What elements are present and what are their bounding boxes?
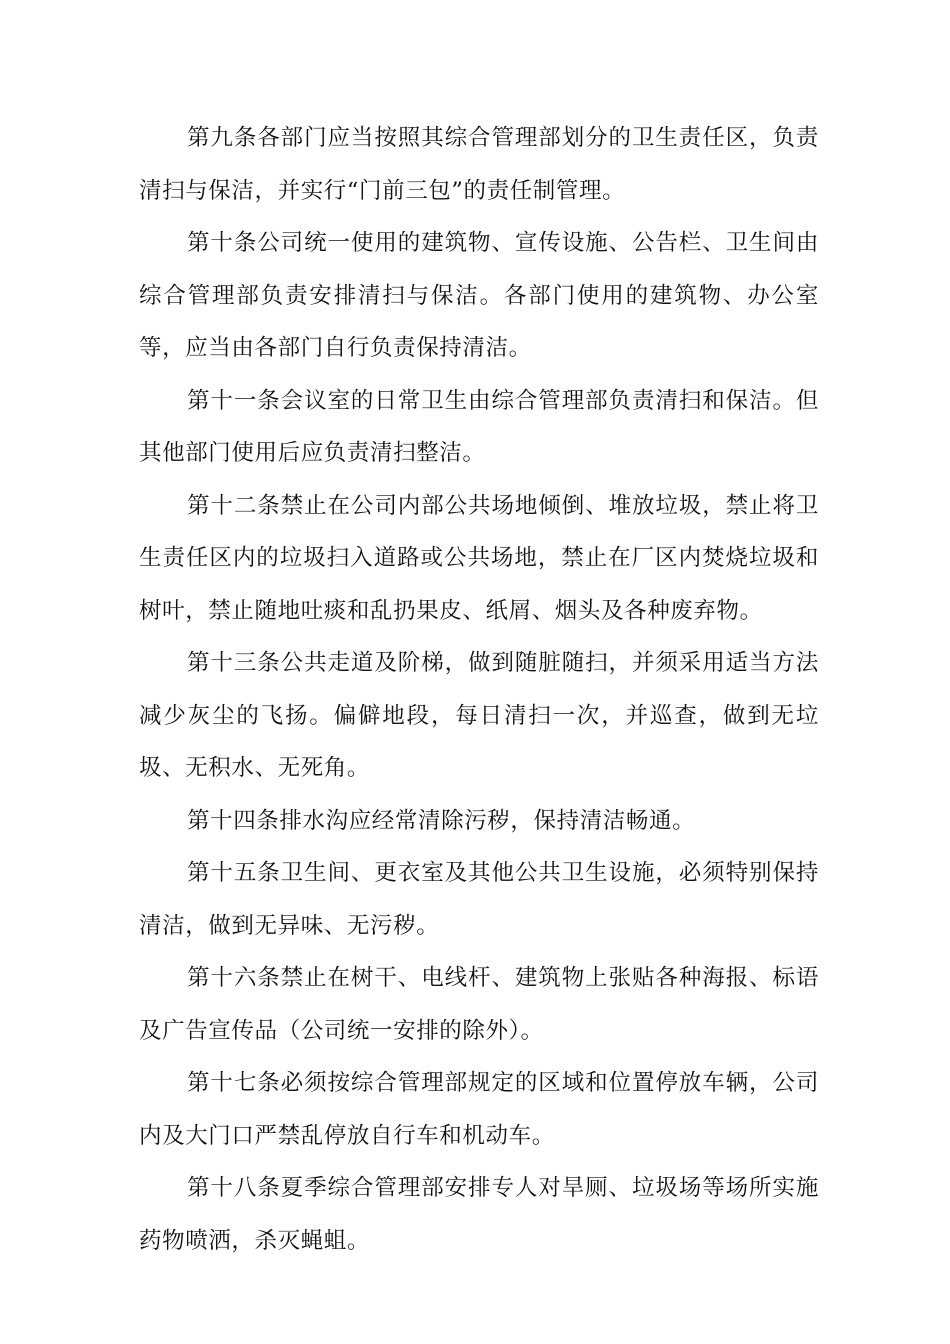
article-15-paragraph: 第十五条卫生间、更衣室及其他公共卫生设施，必须特别保持清洁，做到无异味、无污秽。 bbox=[139, 860, 819, 939]
article-9-paragraph: 第九条各部门应当按照其综合管理部划分的卫生责任区，负责清扫与保洁，并实行“门前三包”的责任制管理。 bbox=[139, 125, 819, 204]
article-17-paragraph: 第十七条必须按综合管理部规定的区域和位置停放车辆，公司内及大门口严禁乱停放自行车和机动车。 bbox=[139, 1070, 819, 1149]
article-10-paragraph: 第十条公司统一使用的建筑物、宣传设施、公告栏、卫生间由综合管理部负责安排清扫与保洁。各部门使用的建筑物、办公室等，应当由各部门自行负责保持清洁。 bbox=[139, 230, 819, 361]
article-18-paragraph: 第十八条夏季综合管理部安排专人对旱厕、垃圾场等场所实施药物喷洒，杀灭蝇蛆。 bbox=[139, 1175, 819, 1254]
article-11-paragraph: 第十一条会议室的日常卫生由综合管理部负责清扫和保洁。但其他部门使用后应负责清扫整洁。 bbox=[139, 387, 819, 466]
article-12-paragraph: 第十二条禁止在公司内部公共场地倾倒、堆放垃圾，禁止将卫生责任区内的垃圾扫入道路或公共场地，禁止在厂区内焚烧垃圾和树叶，禁止随地吐痰和乱扔果皮、纸屑、烟头及各种废弃物。 bbox=[139, 492, 819, 624]
article-13-paragraph: 第十三条公共走道及阶梯，做到随脏随扫，并须采用适当方法减少灰尘的飞扬。偏僻地段，每日清扫一次，并巡查，做到无垃圾、无积水、无死角。 bbox=[139, 650, 819, 781]
article-16-paragraph: 第十六条禁止在树干、电线杆、建筑物上张贴各种海报、标语及广告宣传品（公司统一安排的除外）。 bbox=[139, 965, 819, 1044]
article-14-paragraph: 第十四条排水沟应经常清除污秽，保持清洁畅通。 bbox=[187, 807, 696, 834]
document-body bbox=[139, 112, 819, 1267]
